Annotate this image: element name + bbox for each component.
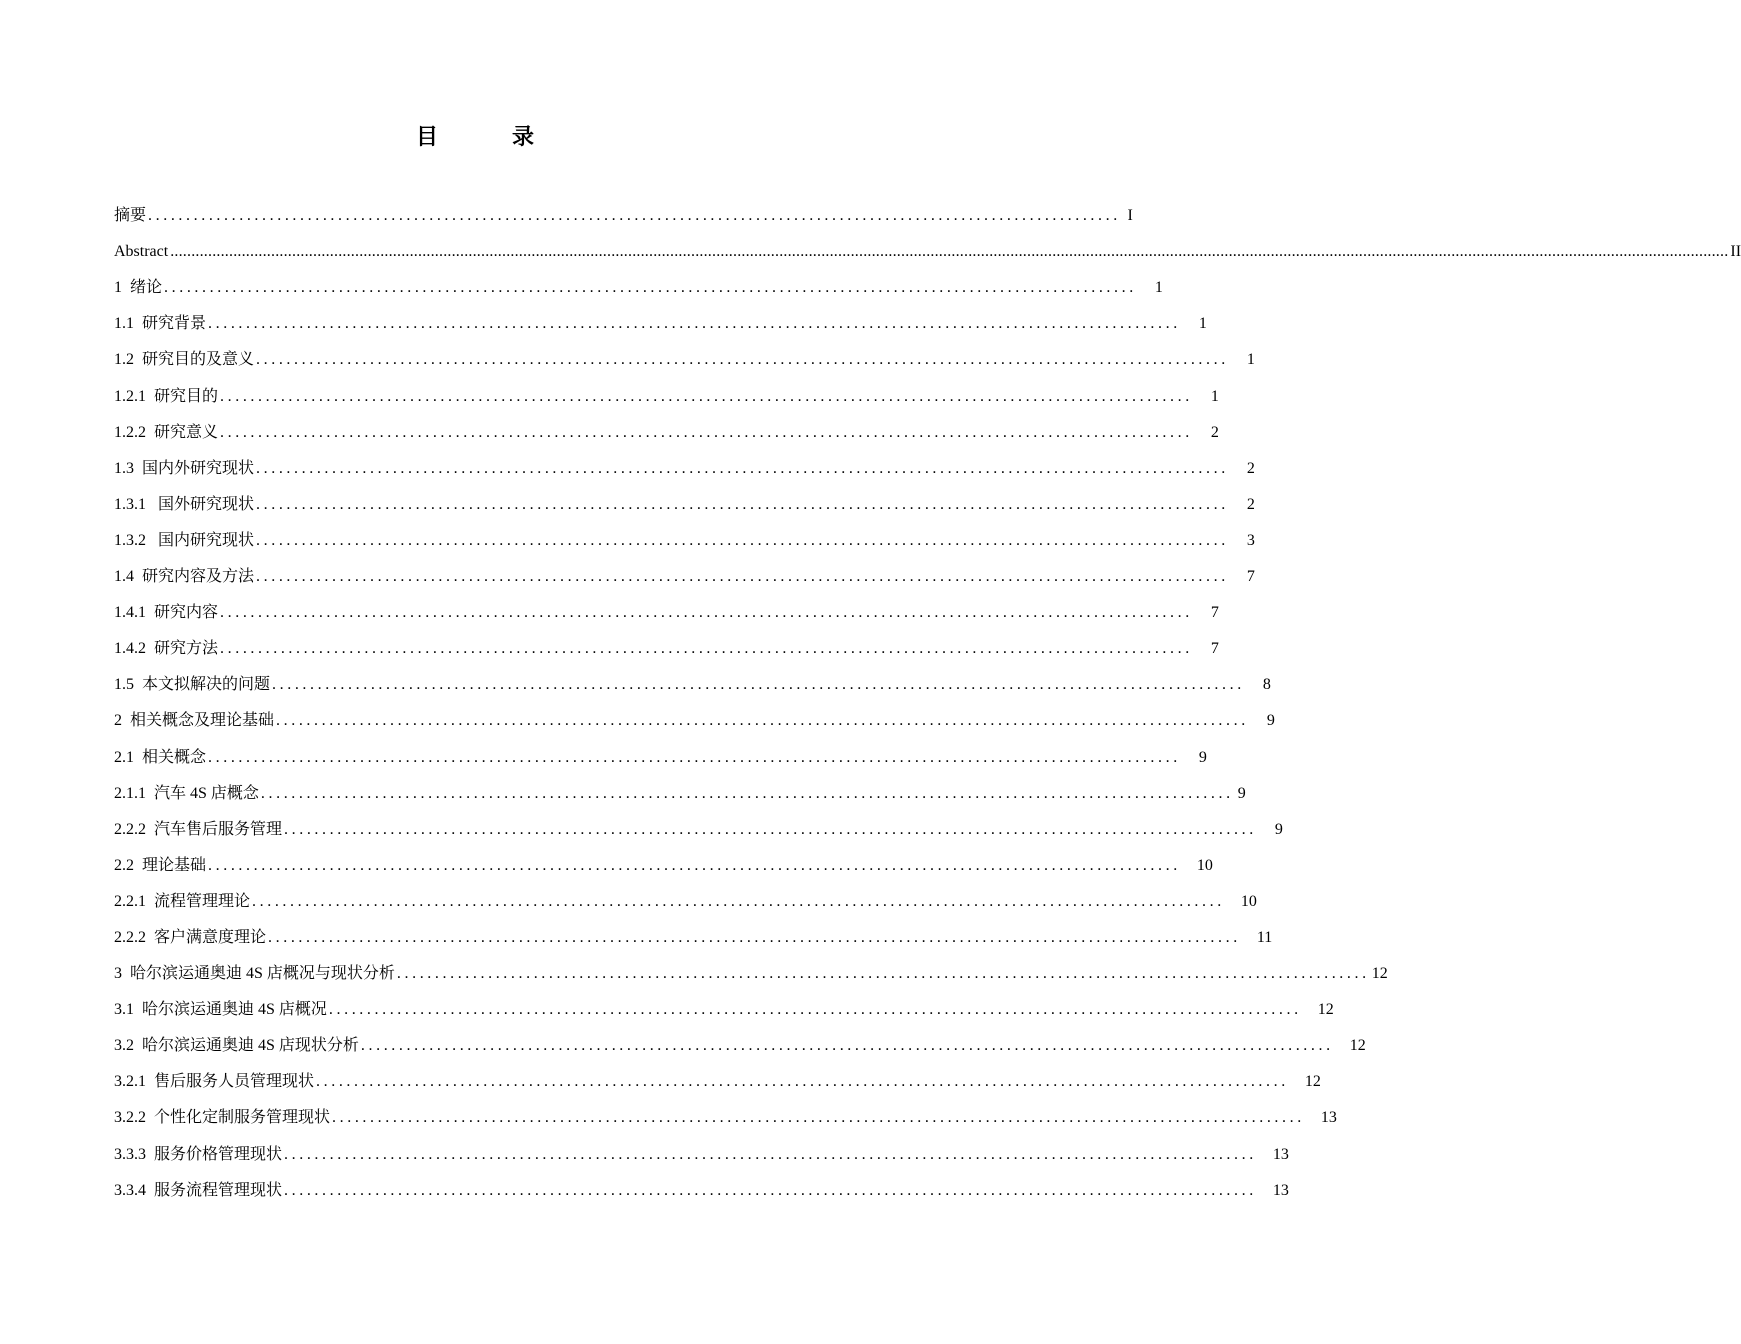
toc-entry-text: 哈尔滨运通奥迪 4S 店概况 [142, 1001, 327, 1019]
dot-leader: ................................................................................................................................ [256, 351, 1229, 369]
dot-leader: ................................................................................................................................ [208, 315, 1181, 333]
toc-entry-text: 服务价格管理现状 [154, 1145, 283, 1163]
toc-entry[interactable] [114, 989, 1334, 1025]
dot-leader: ................................................................................................................................................................................................................................................................................................................................................................................... [170, 243, 1729, 261]
toc-entry-text: 研究目的 [154, 387, 219, 405]
toc-entry-text: 国内研究现状 [154, 531, 255, 549]
toc-entry-page: 9 [1266, 712, 1275, 730]
toc-entry-page: 13 [1272, 1181, 1289, 1199]
toc-entry-page: 13 [1320, 1109, 1337, 1127]
toc-entry-label [114, 891, 250, 917]
dot-leader: ................................................................................................................................ [220, 640, 1193, 658]
toc-entry-number: 1.1 [114, 315, 134, 333]
toc-entry-number: 1.3 [114, 459, 134, 477]
toc-entry-text: 研究意义 [154, 423, 219, 441]
toc-entry-number: 2.2.2 [114, 928, 146, 946]
toc-entry[interactable] [114, 267, 1163, 303]
toc-entry-label [114, 530, 254, 556]
toc-entry-text: 哈尔滨运通奥迪 4S 店现状分析 [142, 1037, 359, 1055]
toc-entry-page: 7 [1210, 640, 1219, 658]
dot-leader: ................................................................................................................................ [208, 748, 1181, 766]
toc-entry-text: 个性化定制服务管理现状 [154, 1109, 331, 1127]
toc-entry-page: 7 [1210, 604, 1219, 622]
dot-leader: ................................................................................................................................ [268, 928, 1241, 946]
toc-entry[interactable] [114, 303, 1207, 339]
toc-entry[interactable] [114, 736, 1207, 772]
toc-entry-label [114, 422, 218, 448]
toc-entry-text: 相关概念及理论基础 [130, 712, 275, 730]
toc-entry[interactable] [114, 231, 1741, 267]
dot-leader: ................................................................................................................................ [328, 1001, 1302, 1019]
toc-entry-number: 3.2.2 [114, 1109, 146, 1127]
dot-leader: ................................................................................................................................ [208, 856, 1181, 874]
toc-entry-text: 相关概念 [142, 748, 207, 766]
toc-entry-number: 2.2 [114, 856, 134, 874]
toc-entry-label [114, 494, 254, 520]
toc-entry-page: 9 [1237, 784, 1246, 802]
dot-leader: ................................................................................................................................ [256, 531, 1229, 549]
toc-entry-text: 本文拟解决的问题 [142, 676, 271, 694]
toc-entry-text: 国内外研究现状 [142, 459, 255, 477]
toc-entry-label [114, 602, 218, 628]
toc-entry-label [114, 349, 254, 375]
toc-entry-number: 3.2 [114, 1037, 134, 1055]
toc-entry[interactable] [114, 953, 1388, 989]
toc-entry-text: Abstract [114, 243, 169, 261]
toc-entry-page: I [1127, 207, 1133, 225]
toc-entry-text: 哈尔滨运通奥迪 4S 店概况与现状分析 [130, 965, 395, 983]
toc-entry-text: 国外研究现状 [154, 495, 255, 513]
toc-entry-label [114, 710, 274, 736]
toc-entry-page: 2 [1210, 423, 1219, 441]
toc-entry-page: 12 [1317, 1001, 1334, 1019]
dot-leader: ................................................................................................................................ [332, 1109, 1305, 1127]
toc-entry-page: 1 [1210, 387, 1219, 405]
toc-entry-number: 1.4.2 [114, 640, 146, 658]
toc-entry-text: 研究背景 [142, 315, 207, 333]
toc-entry[interactable] [114, 484, 1255, 520]
dot-leader: ................................................................................................................................ [360, 1037, 1334, 1055]
toc-entry-number: 2.1 [114, 748, 134, 766]
toc-entry[interactable] [114, 845, 1213, 881]
toc-entry-label [114, 205, 146, 231]
toc-entry[interactable] [114, 1061, 1321, 1097]
toc-entry-text: 研究目的及意义 [142, 351, 255, 369]
page-title: 目 录 [415, 125, 560, 150]
toc-entry-number: 3.3.4 [114, 1181, 146, 1199]
toc-entry-label [114, 566, 254, 592]
dot-leader: ................................................................................................................................ [220, 604, 1193, 622]
toc-entry-text: 流程管理理论 [154, 892, 251, 910]
toc-entry-page: 3 [1246, 531, 1255, 549]
toc-entry[interactable] [114, 1170, 1289, 1206]
toc-entry-page: 1 [1246, 351, 1255, 369]
dot-leader: ................................................................................................................................ [284, 1145, 1257, 1163]
toc-entry[interactable] [114, 556, 1255, 592]
toc-entry[interactable] [114, 520, 1255, 556]
toc-entry[interactable] [114, 628, 1219, 664]
toc-entry-number: 1.3.2 [114, 531, 146, 549]
toc-entry-page: 1 [1154, 279, 1163, 297]
dot-leader: ................................................................................................................................ [316, 1073, 1289, 1091]
toc-entry-text: 研究内容 [154, 604, 219, 622]
toc-list [114, 195, 1741, 1206]
toc-entry-text: 汽车 4S 店概念 [154, 784, 259, 802]
toc-entry-number: 1.4 [114, 568, 134, 586]
toc-entry-label [114, 783, 259, 809]
dot-leader: ................................................................................................................................ [256, 568, 1229, 586]
toc-entry-label [114, 241, 168, 267]
toc-entry-page: 10 [1240, 892, 1257, 910]
toc-entry-page: 9 [1274, 820, 1283, 838]
toc-entry-page: 7 [1246, 568, 1255, 586]
toc-entry-label [114, 927, 266, 953]
dot-leader: ................................................................................................................................ [220, 423, 1193, 441]
toc-entry-text: 售后服务人员管理现状 [154, 1073, 315, 1091]
toc-entry-page: 2 [1246, 459, 1255, 477]
toc-entry[interactable] [114, 809, 1283, 845]
toc-entry[interactable] [114, 917, 1273, 953]
dot-leader: ................................................................................................................................ [256, 459, 1229, 477]
toc-entry-page: 13 [1272, 1145, 1289, 1163]
dot-leader: ................................................................................................................................ [396, 965, 1370, 983]
toc-entry-label [114, 1144, 282, 1170]
toc-entry[interactable] [114, 700, 1275, 736]
dot-leader: ................................................................................................................................ [148, 207, 1121, 225]
toc-entry-label [114, 819, 282, 845]
dot-leader: ................................................................................................................................ [276, 712, 1249, 730]
toc-entry-page: 12 [1304, 1073, 1321, 1091]
dot-leader: ................................................................................................................................ [272, 676, 1245, 694]
toc-entry-text: 服务流程管理现状 [154, 1181, 283, 1199]
toc-entry-number: 1 [114, 279, 122, 297]
toc-entry-label [114, 963, 395, 989]
toc-entry-label [114, 1035, 359, 1061]
toc-entry-page: 10 [1196, 856, 1213, 874]
toc-entry-label [114, 855, 206, 881]
toc-entry[interactable] [114, 1025, 1366, 1061]
toc-entry[interactable] [114, 195, 1133, 231]
toc-entry[interactable] [114, 375, 1219, 411]
toc-entry-page: 8 [1262, 676, 1271, 694]
toc-entry-number: 3.1 [114, 1001, 134, 1019]
toc-entry-label [114, 999, 327, 1025]
toc-entry-page: 11 [1256, 928, 1273, 946]
toc-entry-label [114, 386, 218, 412]
toc-entry-number: 1.2.2 [114, 423, 146, 441]
toc-entry-number: 3.2.1 [114, 1073, 146, 1091]
toc-entry-number: 2 [114, 712, 122, 730]
toc-entry-number: 1.2 [114, 351, 134, 369]
toc-entry-number: 3 [114, 965, 122, 983]
toc-entry-page: 9 [1198, 748, 1207, 766]
dot-leader: ................................................................................................................................ [164, 279, 1137, 297]
toc-entry-text: 研究方法 [154, 640, 219, 658]
toc-entry-label [114, 674, 270, 700]
toc-entry-number: 1.3.1 [114, 495, 146, 513]
dot-leader: ................................................................................................................................ [284, 820, 1257, 838]
toc-entry-number: 1.2.1 [114, 387, 146, 405]
toc-entry[interactable] [114, 339, 1255, 375]
toc-entry-number: 3.3.3 [114, 1145, 146, 1163]
toc-entry-label [114, 1071, 314, 1097]
toc-entry[interactable] [114, 592, 1219, 628]
toc-entry[interactable] [114, 664, 1271, 700]
toc-entry-number: 2.2.1 [114, 892, 146, 910]
toc-entry-page: 12 [1371, 965, 1388, 983]
toc-entry-label [114, 638, 218, 664]
toc-entry-label [114, 458, 254, 484]
toc-entry-label [114, 1180, 282, 1206]
toc-entry-text: 摘要 [114, 207, 147, 225]
toc-entry-number: 2.1.1 [114, 784, 146, 802]
toc-entry-page: 12 [1349, 1037, 1366, 1055]
toc-entry-page: 2 [1246, 495, 1255, 513]
toc-entry-label [114, 313, 206, 339]
toc-entry-number: 1.4.1 [114, 604, 146, 622]
dot-leader: ................................................................................................................................ [284, 1181, 1257, 1199]
toc-entry[interactable] [114, 412, 1219, 448]
toc-entry-label [114, 747, 206, 773]
toc-entry-number: 1.5 [114, 676, 134, 694]
toc-entry[interactable] [114, 773, 1246, 809]
toc-entry-text: 研究内容及方法 [142, 568, 255, 586]
dot-leader: ................................................................................................................................ [252, 892, 1225, 910]
toc-entry[interactable] [114, 881, 1257, 917]
toc-entry[interactable] [114, 448, 1255, 484]
toc-entry-page: 1 [1198, 315, 1207, 333]
toc-entry-number: 2.2.2 [114, 820, 146, 838]
toc-entry-text: 理论基础 [142, 856, 207, 874]
toc-entry-label [114, 277, 162, 303]
dot-leader: ................................................................................................................................ [260, 784, 1234, 802]
toc-entry[interactable] [114, 1097, 1337, 1133]
dot-leader: ................................................................................................................................ [256, 495, 1229, 513]
dot-leader: ................................................................................................................................ [220, 387, 1193, 405]
toc-entry[interactable] [114, 1133, 1289, 1169]
toc-entry-text: 汽车售后服务管理 [154, 820, 283, 838]
toc-entry-text: 客户满意度理论 [154, 928, 267, 946]
toc-entry-label [114, 1107, 330, 1133]
toc-entry-page: II [1730, 243, 1741, 261]
toc-entry-text: 绪论 [130, 279, 163, 297]
